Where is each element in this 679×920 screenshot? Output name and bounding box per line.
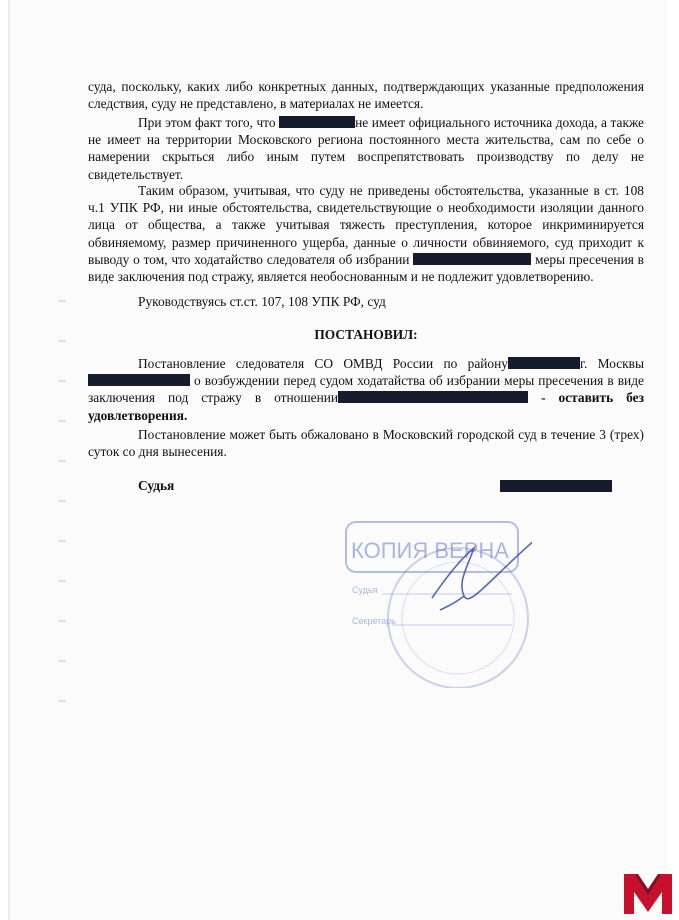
resolution-heading: ПОСТАНОВИЛ:: [314, 327, 418, 342]
certified-copy-stamp: [340, 518, 532, 688]
paragraph-2-end: не имеет официального источника дохода, а также не имеет на территории Московского региона постоянного места жительства, сам по себе о намерении скрыться либо иным путем воспрепятствовать производству по делу не свидетельствует.: [88, 115, 644, 182]
paragraph-3-start: Таким образом, учитывая, что суду не приведены обстоятельства, указанные в ст. 108 ч.1 УПК РФ, ни иные обстоятельства, свидетельствующие о необходимости изоляции данного лица от общества, а также учитывая тяжесть преступления, которое инкриминируется обвиняемому, размер причиненного ущерба, данные о личности обвиняемого, суд приходит к выводу о том, что ходатайство следователя об избрании: [88, 183, 644, 267]
paragraph-5-decision: - оставить без удовлетворения.: [88, 390, 644, 423]
paragraph-4: [88, 293, 644, 310]
paragraph-5-part-c: о возбуждении перед судом ходатайства об избрании меры пресечения в виде заключения под стражу в отношении: [88, 373, 644, 406]
paragraph-5-part-b: г. Москвы: [579, 356, 644, 371]
redaction-name-2: [413, 253, 531, 265]
paragraph-6-text: Постановление может быть обжаловано в Московский городской суд в течение 3 (трех) суток со дня вынесения.: [88, 427, 644, 460]
redaction-name-3: [338, 391, 528, 403]
signature-line: [88, 477, 644, 494]
redaction-investigator: [88, 374, 190, 386]
redaction-judge-name: [500, 480, 612, 492]
page-edge: [8, 0, 10, 920]
stamp-judge-line: Судья: [352, 585, 378, 595]
paragraph-3-end: меры пресечения в виде заключения под стражу, является необоснованным и не подлежит удовлетворению.: [88, 251, 644, 285]
site-logo: [622, 870, 674, 916]
stamp-secretary-line: Секретарь: [352, 616, 396, 626]
paragraph-1: [88, 78, 644, 112]
paragraph-6: [88, 426, 644, 460]
stamp-title: КОПИЯ ВЕРНА: [351, 538, 509, 563]
paragraph-1-text: суда, поскольку, каких либо конкретных данных, подтверждающих указанные предположения следствия, суду не представлено, в материалах не имеется.: [88, 79, 644, 112]
redaction-district: [508, 357, 580, 369]
paragraph-4-text: Руководствуясь ст.ст. 107, 108 УПК РФ, суд: [138, 294, 386, 309]
redaction-name-1: [279, 116, 355, 128]
paragraph-5: [88, 355, 644, 424]
resolution-heading-block: [88, 326, 644, 343]
judge-label: Судья: [138, 478, 175, 493]
paragraph-3: [88, 182, 644, 285]
paragraph-5-part-a: Постановление следователя СО ОМВД России по району: [138, 356, 508, 371]
paragraph-2: [88, 114, 644, 183]
paragraph-2-start: При этом факт того, что: [138, 115, 280, 130]
scan-artifacts: [58, 300, 66, 720]
